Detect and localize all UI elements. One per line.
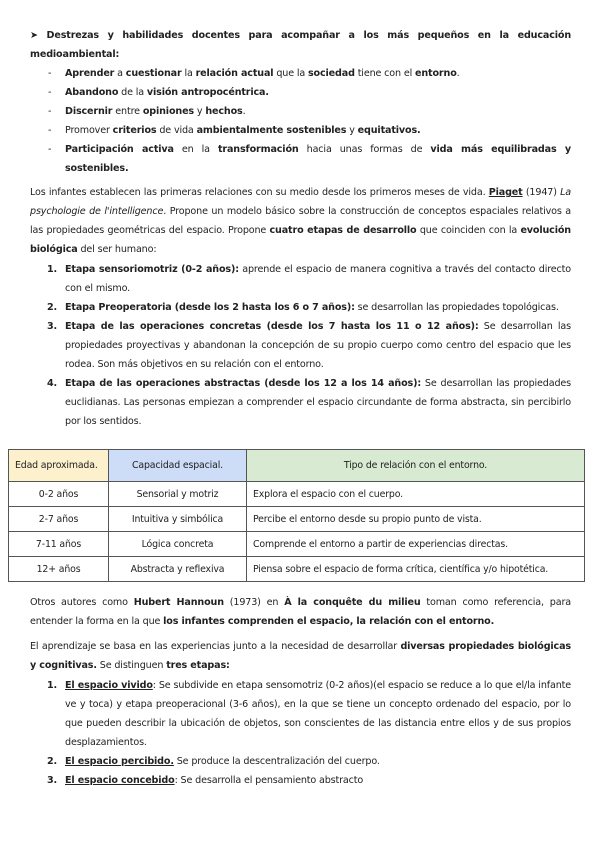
text-run: ambientalmente sostenibles [196, 125, 347, 136]
text-run: en la [173, 144, 218, 155]
text-run: Se distinguen [96, 660, 167, 671]
text-run: . [456, 68, 460, 79]
bullet-marker: - [48, 106, 52, 117]
text-run: sociedad [308, 68, 355, 79]
text-run: Participación activa [65, 144, 174, 155]
text-run: El espacio percibido. [65, 756, 174, 767]
cell-capacity: Sensorial y motriz [109, 482, 247, 507]
text-run: (1947) [522, 187, 561, 198]
text-run: los infantes comprenden el espacio, la relación con el entorno. [163, 616, 495, 627]
text-run: Abandono [65, 87, 119, 98]
cell-age: 12+ años [9, 557, 109, 582]
hannoun-stage: 2. El espacio percibido. Se produce la descentralización del cuerpo. [47, 756, 380, 767]
text-run: Etapa de las operaciones abstractas (desde los 12 a los 14 años): [65, 378, 422, 389]
text-run: cuestionar [125, 68, 182, 79]
text-run: : Se subdivide en etapa sensomotriz (0-2 años)(el espacio se reduce a lo que el/la infante ve y toca) y etapa preoperacional (3-6 años), en la que se tiene un concepto ordenado del espacio, por lo que pueden describir la ubicación de objetos, son conscientes de las distancia entre ellos y de sus propios desplazamientos. [65, 680, 571, 748]
section-heading [30, 26, 571, 64]
text-run: equitativos. [357, 125, 421, 136]
cell-relation: Explora el espacio con el cuerpo. [247, 482, 585, 507]
cell-age: 2-7 años [9, 507, 109, 532]
text-run: À la conquête du milieu [284, 597, 421, 608]
table-row [9, 507, 585, 532]
text-run: vida más equilibradas y sostenibles. [65, 144, 571, 174]
text-run: Se desarrollan las propiedades euclidianas. Las personas empiezan a comprender el espacio circundante de forma abstracta, sin percibirlo por los sentidos. [65, 378, 571, 427]
text-run: Discernir [65, 106, 113, 117]
cell-capacity: Abstracta y reflexiva [109, 557, 247, 582]
bullet-marker: - [48, 144, 52, 155]
text-run: : Se desarrolla el pensamiento abstracto [174, 775, 364, 786]
text-run: de vida [156, 125, 197, 136]
text-run: y [346, 125, 358, 136]
bullet-marker: - [48, 87, 52, 98]
text-run: tiene con el [354, 68, 416, 79]
piaget-stage: 1. Etapa sensoriomotriz (0-2 años): aprende el espacio de manera cognitiva a través del contacto directo con el mismo. [47, 264, 571, 294]
hannoun-stage: 1. El espacio vivido: Se subdivide en etapa sensomotriz (0-2 años)(el espacio se reduce a lo que el/la infante ve y toca) y etapa preoperacional (3-6 años), en la que se tiene un concepto ordenado del espacio, por lo que pueden describir la ubicación de objetos, son conscientes de las distancia entre ellos y de sus propios desplazamientos. [47, 680, 571, 748]
text-run: entre [112, 106, 143, 117]
text-run: ➤ Destrezas y habilidades docentes para acompañar a los más pequeños en la educación medioambiental: [30, 30, 571, 60]
text-run: y [193, 106, 206, 117]
text-run: evolución biológica [30, 225, 571, 255]
text-run: criterios [112, 125, 157, 136]
bullet-marker: - [48, 125, 52, 136]
learning-paragraph [30, 637, 571, 675]
bullet-marker: - [48, 68, 52, 79]
cell-age: 7-11 años [9, 532, 109, 557]
text-run: (1973) en [223, 597, 285, 608]
text-run: opiniones [142, 106, 194, 117]
age-capacity-table [8, 449, 585, 582]
bullet-item [48, 121, 571, 140]
bullet-item [48, 102, 571, 121]
header-age: Edad aproximada. [9, 450, 109, 482]
text-run: transformación [217, 144, 299, 155]
piaget-stage: 3. Etapa de las operaciones concretas (desde los 7 hasta los 11 o 12 años): Se desarrollan las propiedades proyectivas y abandonan la concepción de su propio cuerpo como centro del espacio que les rodea. Son más objetivos en su relación con el entorno. [47, 321, 571, 370]
piaget-stage: 4. Etapa de las operaciones abstractas (desde los 12 a los 14 años): Se desarrollan las propiedades euclidianas. Las personas empiezan a comprender el espacio circundante de forma abstracta, sin percibirlo por los sentidos. [47, 378, 571, 427]
piaget-stage: 2. Etapa Preoperatoria (desde los 2 hasta los 6 o 7 años): se desarrollan las propiedades topológicas. [47, 302, 559, 313]
table-row [9, 532, 585, 557]
text-run: se desarrollan las propiedades topológicas. [354, 302, 559, 313]
text-run: hechos [205, 106, 243, 117]
cell-relation: Piensa sobre el espacio de forma crítica, científica y/o hipotética. [247, 557, 585, 582]
text-run: Etapa de las operaciones concretas (desde los 7 hasta los 11 o 12 años): [65, 321, 479, 332]
text-run: que la [273, 68, 308, 79]
hannoun-paragraph [30, 593, 571, 631]
text-run: que coinciden con la [416, 225, 521, 236]
table-row [9, 482, 585, 507]
text-run: entorno [415, 68, 457, 79]
header-capacity: Capacidad espacial. [109, 450, 247, 482]
cell-relation: Comprende el entorno a partir de experiencias directas. [247, 532, 585, 557]
text-run: Etapa Preoperatoria (desde los 2 hasta los 6 o 7 años): [65, 302, 355, 313]
text-run: visión antropocéntrica. [146, 87, 269, 98]
text-run: tres etapas: [166, 660, 230, 671]
text-run: hacia unas formas de [298, 144, 431, 155]
text-run: aprende el espacio de manera cognitiva a través del contacto directo con el mismo. [65, 264, 571, 294]
text-run: a [114, 68, 126, 79]
text-run: Otros autores como [30, 597, 134, 608]
cell-capacity: Lógica concreta [109, 532, 247, 557]
text-run: Aprender [65, 68, 115, 79]
text-run: toman como referencia, para entender la forma en la que [30, 597, 571, 627]
text-run: Los infantes establecen las primeras relaciones con su medio desde los primeros meses de vida. [30, 187, 489, 198]
text-run: diversas propiedades biológicas y cognitivas. [30, 641, 571, 671]
text-run: . [242, 106, 246, 117]
text-run: Hubert Hannoun [133, 597, 224, 608]
bullet-item [48, 140, 571, 178]
text-run: Piaget [488, 187, 523, 198]
text-run: del ser humano: [77, 244, 157, 255]
table-row [9, 557, 585, 582]
text-run: El aprendizaje se basa en las experiencias junto a la necesidad de desarrollar [30, 641, 401, 652]
text-run: La psychologie de l'intelligence [30, 187, 571, 217]
table-header-row [9, 450, 585, 482]
bullet-item [48, 64, 571, 83]
piaget-paragraph [30, 183, 571, 259]
hannoun-stage: 3. El espacio concebido: Se desarrolla el pensamiento abstracto [47, 775, 364, 786]
text-run: El espacio vivido [65, 680, 153, 691]
text-run: Promover [65, 125, 113, 136]
text-run: El espacio concebido [65, 775, 175, 786]
cell-relation: Percibe el entorno desde su propio punto de vista. [247, 507, 585, 532]
text-run: relación actual [195, 68, 274, 79]
text-run: la [181, 68, 196, 79]
text-run: Etapa sensoriomotriz (0-2 años): [65, 264, 239, 275]
bullet-item [48, 83, 571, 102]
cell-age: 0-2 años [9, 482, 109, 507]
text-run: cuatro etapas de desarrollo [269, 225, 417, 236]
text-run: de la [118, 87, 147, 98]
text-run: . Propone un modelo básico sobre la construcción de conceptos espaciales relativos a las propiedades geométricas del espacio. Propone [30, 206, 571, 236]
text-run: Se produce la descentralización del cuerpo. [173, 756, 380, 767]
text-run: Se desarrollan las propiedades proyectivas y abandonan la concepción de su propio cuerpo como centro del espacio que les rodea. Son más objetivos en su relación con el entorno. [65, 321, 571, 370]
header-relation: Tipo de relación con el entorno. [247, 450, 585, 482]
cell-capacity: Intuitiva y simbólica [109, 507, 247, 532]
